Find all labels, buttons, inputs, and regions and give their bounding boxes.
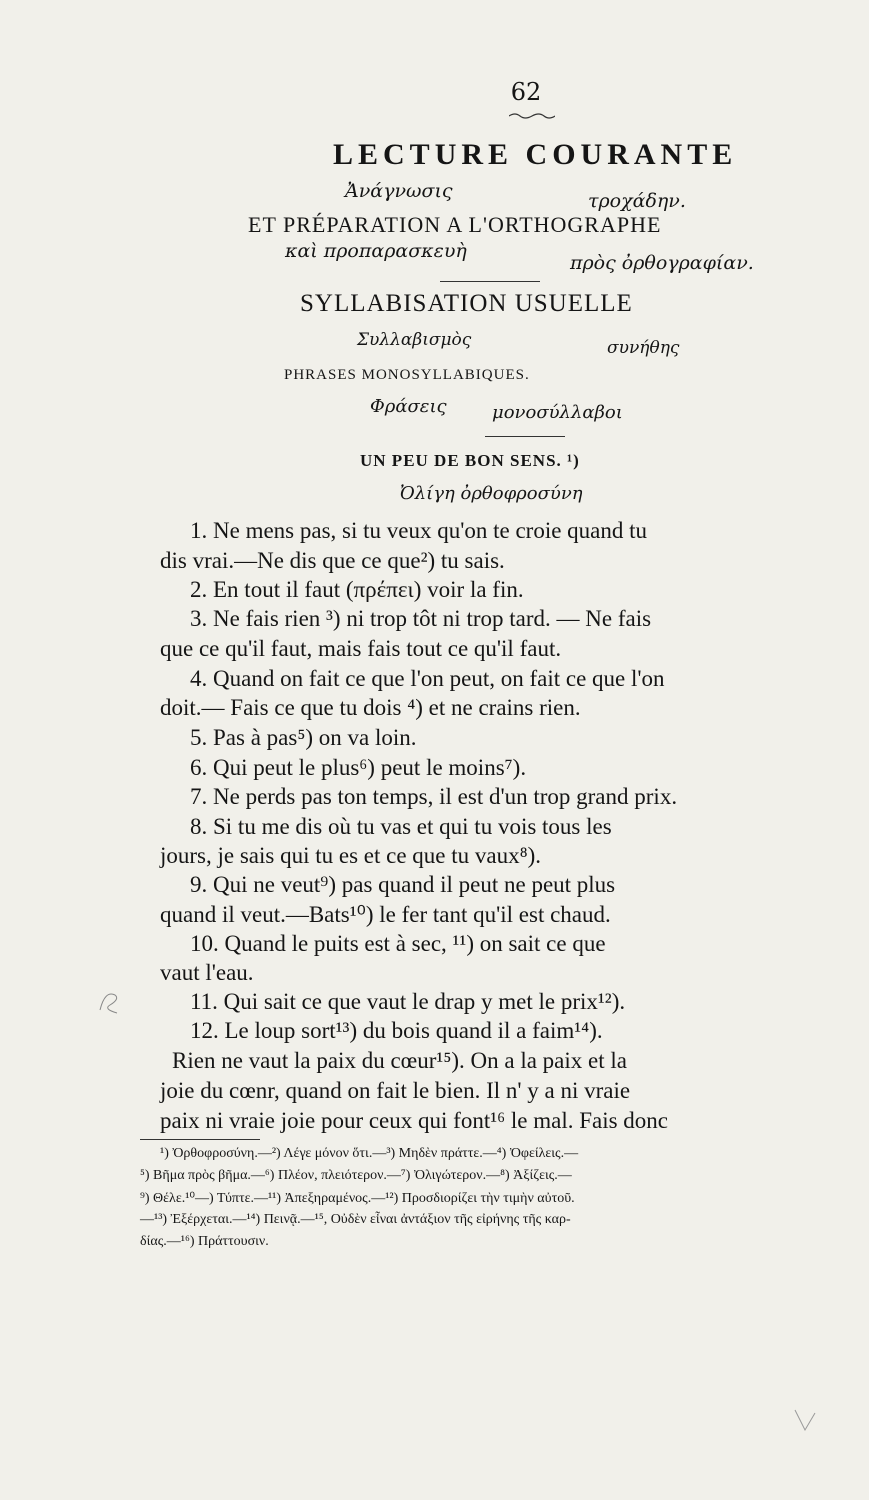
text-line: 3. Ne fais rien ³) ni trop tôt ni trop tard. — Ne fais <box>190 606 652 631</box>
footnote-line: δίας.—¹⁶) Πράττουσιν. <box>140 1234 269 1249</box>
title-greek-2: τροχάδην. <box>588 190 686 212</box>
text-line: jours, je sais qui tu es et ce que tu vaux⁸). <box>160 843 542 868</box>
ornament-icon <box>509 112 555 120</box>
page-title: LECTURE COURANTE <box>333 138 738 171</box>
text-line: 2. En tout il faut (πρέπει) voir la fin. <box>190 577 524 602</box>
text-line: Rien ne vaut la paix du cœur¹⁵). On a la paix et la <box>172 1048 627 1073</box>
text-line: joie du cœnr, quand on fait le bien. Il n' y a ni vraie <box>160 1078 631 1103</box>
text-line: 6. Qui peut le plus⁶) peut le moins⁷). <box>190 755 527 780</box>
footnote-divider <box>140 1139 260 1140</box>
pencil-scribble-icon <box>95 985 125 1015</box>
text-line: quand il veut.—Bats¹⁰) le fer tant qu'il est chaud. <box>160 902 611 927</box>
section-greek-2: συνήθης <box>607 338 680 358</box>
text-line: 12. Le loup sort¹³) du bois quand il a faim¹⁴). <box>190 1018 603 1043</box>
text-line: 7. Ne perds pas ton temps, il est d'un trop grand prix. <box>190 784 678 809</box>
footnote-line: ⁹) Θέλε.¹⁰—) Τύπτε.—¹¹) Ἀπεξηραμένος.—¹²) Προσδιορίζει τὴν τιμὴν αὐτοῦ. <box>140 1191 575 1206</box>
section-greek-1: Συλλαβισμὸς <box>357 330 472 350</box>
page-number: 62 <box>510 78 542 106</box>
text-line: doit.— Fais ce que tu dois ⁴) et ne crains rien. <box>160 695 581 720</box>
divider <box>485 436 565 437</box>
article-heading-greek: Ὀλίγη ὀρθοφροσύνη <box>400 483 583 504</box>
divider <box>440 281 540 282</box>
text-line: que ce qu'il faut, mais fais tout ce qu'il faut. <box>160 636 562 661</box>
subsection-greek-2: μονοσύλλαβοι <box>492 402 623 423</box>
subtitle-greek-1: καὶ προπαρασκευὴ <box>285 240 467 262</box>
text-line: 1. Ne mens pas, si tu veux qu'on te croie quand tu <box>190 518 648 543</box>
pencil-mark-icon <box>790 1405 820 1435</box>
subtitle-greek-2: πρὸς ὀρθογραφίαν. <box>570 252 754 274</box>
text-line: vaut l'eau. <box>160 960 254 985</box>
subtitle: ET PRÉPARATION A L'ORTHOGRAPHE <box>248 212 662 237</box>
text-line: paix ni vraie joie pour ceux qui font¹⁶ le mal. Fais donc <box>160 1108 669 1133</box>
subsection-heading: PHRASES MONOSYLLABIQUES. <box>284 367 530 383</box>
footnote-line: —¹³) Ἐξέρχεται.—¹⁴) Πεινᾷ.—¹⁵, Οὐδὲν εἶναι ἀντάξιον τῆς εἰρήνης τῆς καρ- <box>140 1212 571 1227</box>
text-line: 5. Pas à pas⁵) on va loin. <box>190 725 417 750</box>
text-line: 8. Si tu me dis où tu vas et qui tu vois tous les <box>190 814 612 839</box>
footnote-line: ¹) Ὀρθοφροσύνη.—²) Λέγε μόνον ὅτι.—³) Μηδὲν πράττε.—⁴) Ὀφείλεις.— <box>160 1146 579 1161</box>
text-line: 4. Quand on fait ce que l'on peut, on fait ce que l'on <box>190 666 665 691</box>
section-heading: SYLLABISATION USUELLE <box>300 290 633 317</box>
article-heading: UN PEU DE BON SENS. ¹) <box>360 451 580 470</box>
text-line: 9. Qui ne veut⁹) pas quand il peut ne peut plus <box>190 872 616 897</box>
footnote-line: ⁵) Βῆμα πρὸς βῆμα.—⁶) Πλέον, πλειότερον.—⁷) Ὀλιγώτερον.—⁸) Ἀξίζεις.— <box>140 1168 572 1183</box>
title-greek-1: Ἀνάγνωσις <box>345 180 453 202</box>
text-line: dis vrai.—Ne dis que ce que²) tu sais. <box>160 548 505 573</box>
text-line: 10. Quand le puits est à sec, ¹¹) on sait ce que <box>190 931 606 956</box>
subsection-greek-1: Φράσεις <box>370 396 447 417</box>
text-line: 11. Qui sait ce que vaut le drap y met le prix¹²). <box>190 989 626 1014</box>
